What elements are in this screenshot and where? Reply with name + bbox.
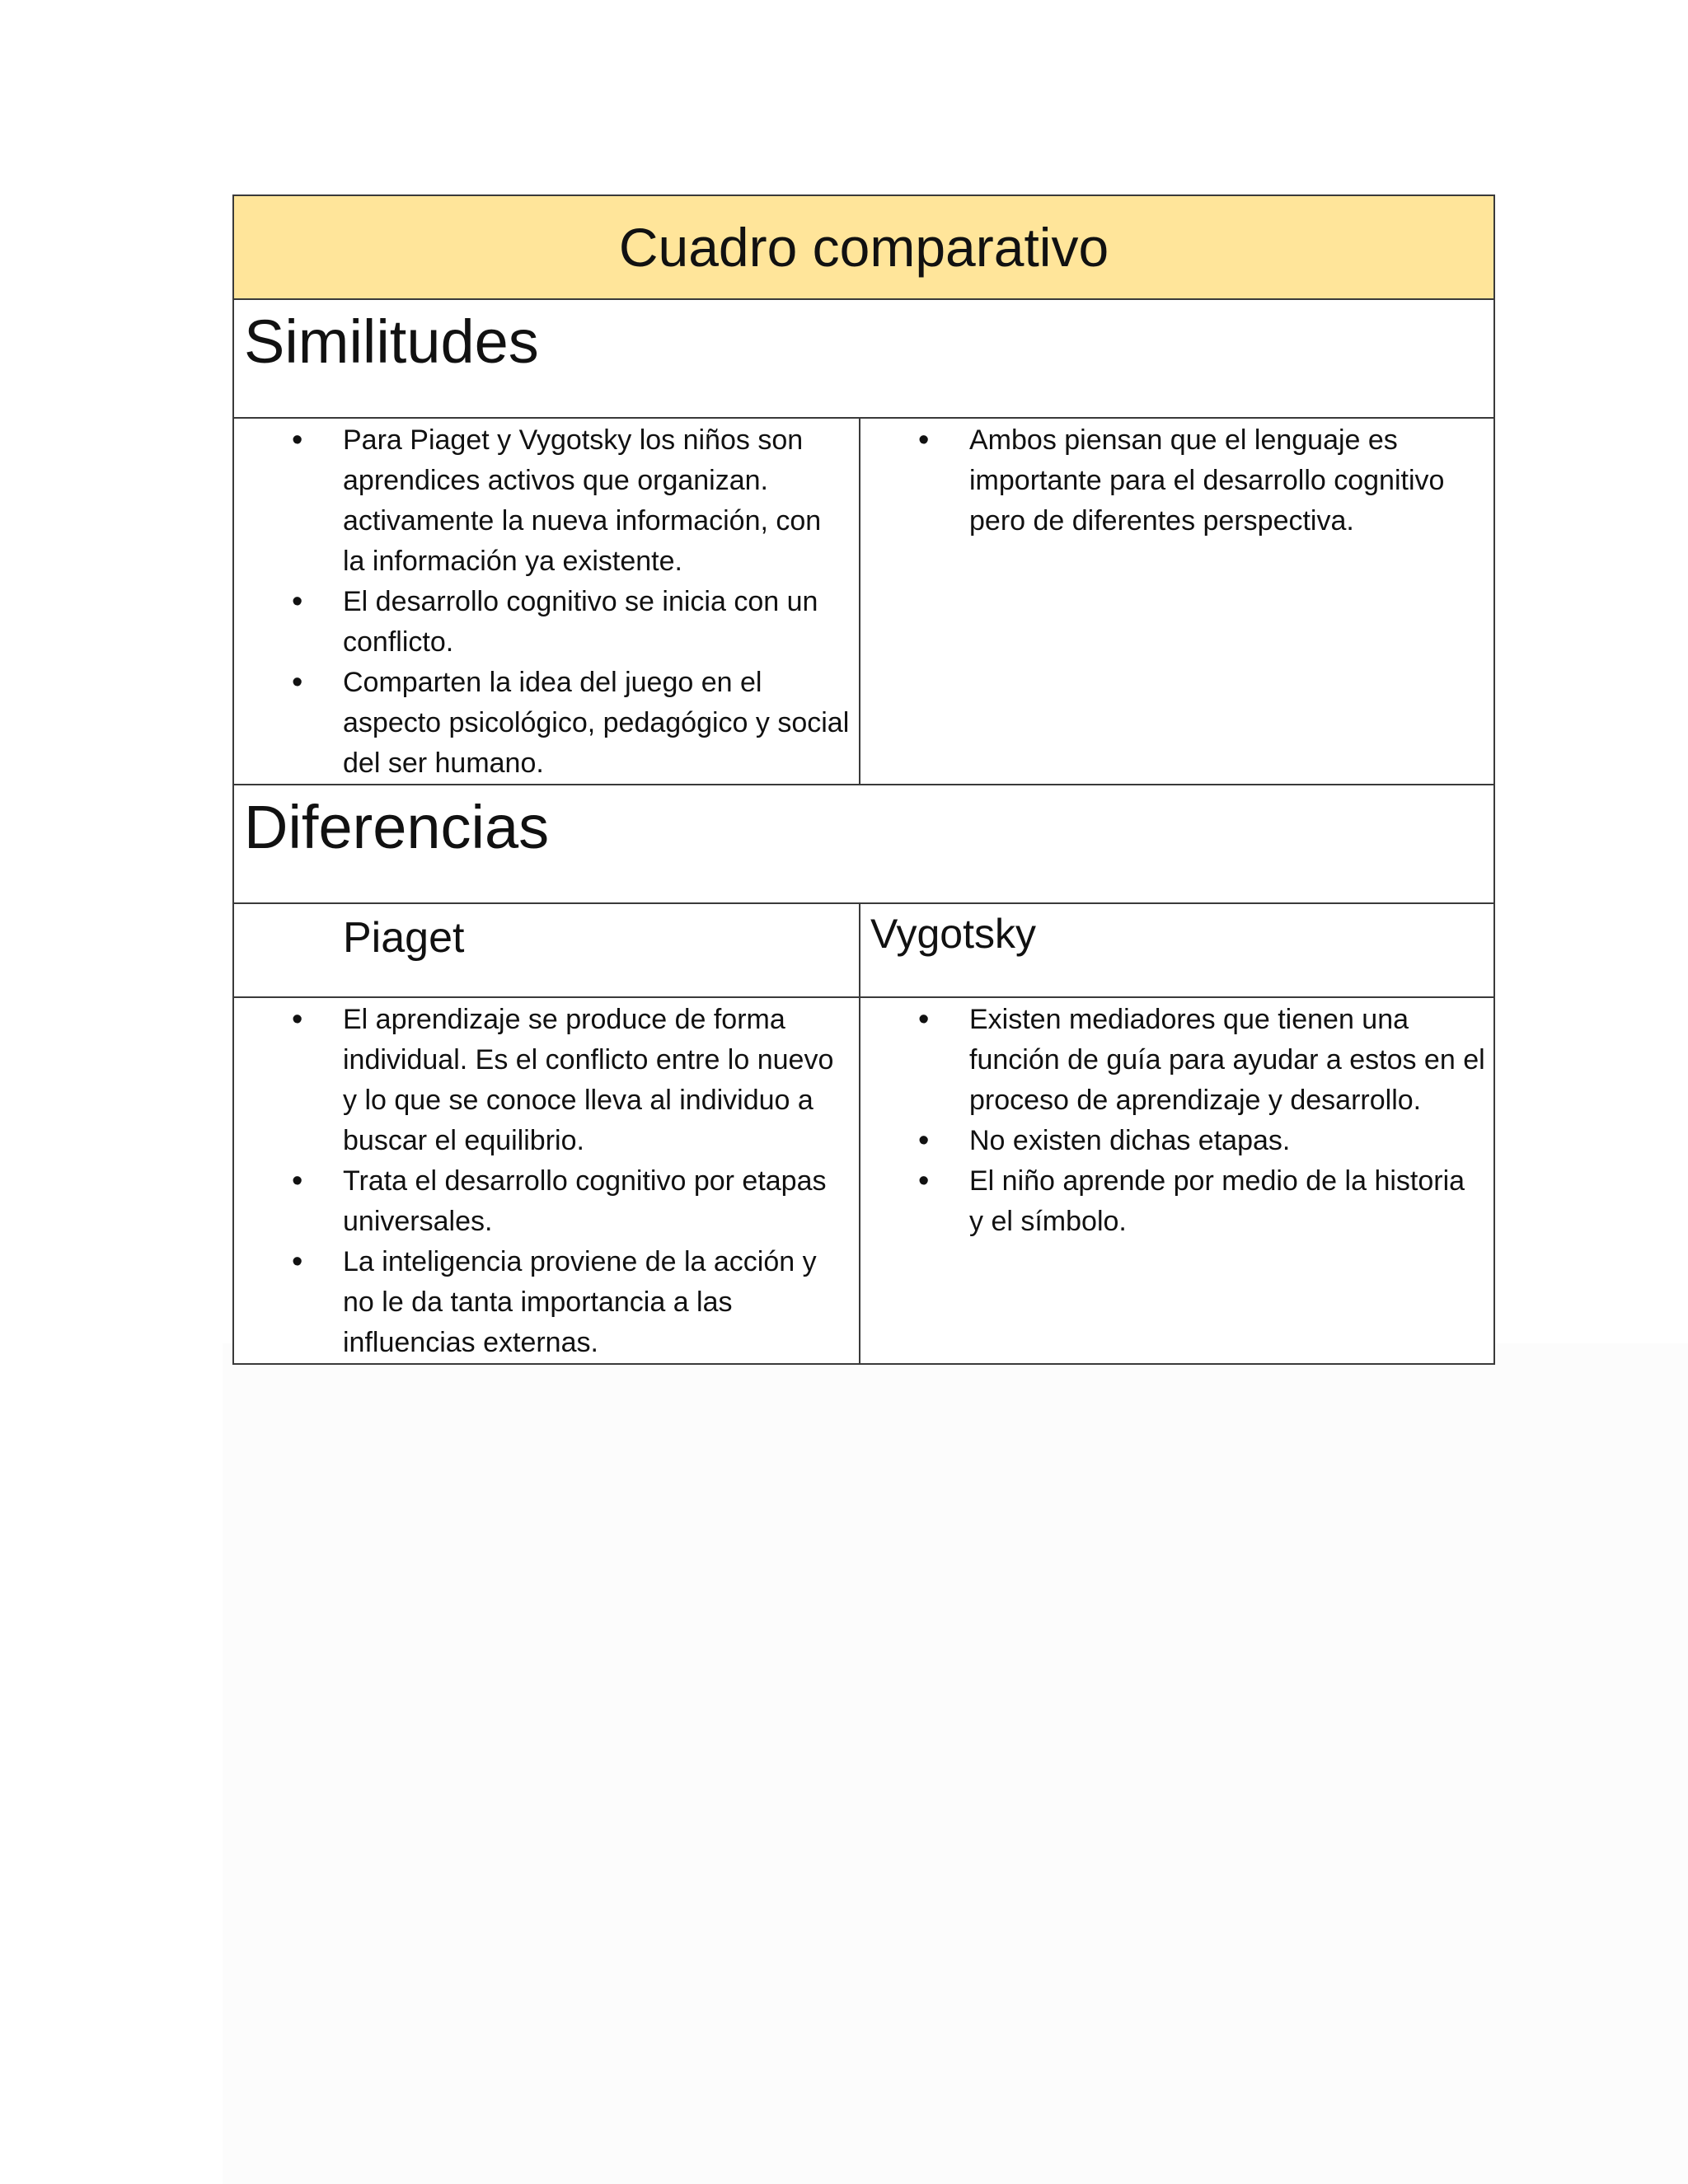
list-item: • El desarrollo cognitivo se inicia con un conflicto. <box>234 582 859 663</box>
section-heading-similitudes: Similitudes <box>233 299 1494 418</box>
similitudes-left-list <box>234 420 859 784</box>
list-item: • El niño aprende por medio de la historia y el símbolo. <box>860 1161 1493 1242</box>
table-title: Cuadro comparativo <box>233 195 1494 299</box>
list-item: • La inteligencia proviene de la acción y no le da tanta importancia a las influencias externas. <box>234 1242 859 1363</box>
section-heading-diferencias: Diferencias <box>233 785 1494 903</box>
page-background-shade <box>223 1343 1688 2184</box>
diferencias-vygotsky-cell <box>860 997 1494 1364</box>
similitudes-right-cell <box>860 418 1494 785</box>
list-item: • Trata el desarrollo cognitivo por etapas universales. <box>234 1161 859 1242</box>
list-item: • El aprendizaje se produce de forma individual. Es el conflicto entre lo nuevo y lo que se conoce lleva al individuo a buscar el equilibrio. <box>234 1000 859 1161</box>
list-item: • Comparten la idea del juego en el aspecto psicológico, pedagógico y social del ser humano. <box>234 663 859 784</box>
list-item: • Ambos piensan que el lenguaje es importante para el desarrollo cognitivo pero de diferentes perspectiva. <box>860 420 1493 541</box>
column-heading-vygotsky: Vygotsky <box>860 903 1494 997</box>
similitudes-left-cell <box>233 418 860 785</box>
piaget-list <box>234 1000 859 1363</box>
list-item: • No existen dichas etapas. <box>860 1121 1493 1161</box>
comparison-table <box>232 194 1495 1365</box>
list-item: • Para Piaget y Vygotsky los niños son aprendices activos que organizan. activamente la nueva información, con la información ya existente. <box>234 420 859 582</box>
similitudes-right-list <box>860 420 1493 541</box>
diferencias-piaget-cell <box>233 997 860 1364</box>
column-heading-piaget: Piaget <box>233 903 860 997</box>
list-item: • Existen mediadores que tienen una función de guía para ayudar a estos en el proceso de aprendizaje y desarrollo. <box>860 1000 1493 1121</box>
vygotsky-list <box>860 1000 1493 1242</box>
